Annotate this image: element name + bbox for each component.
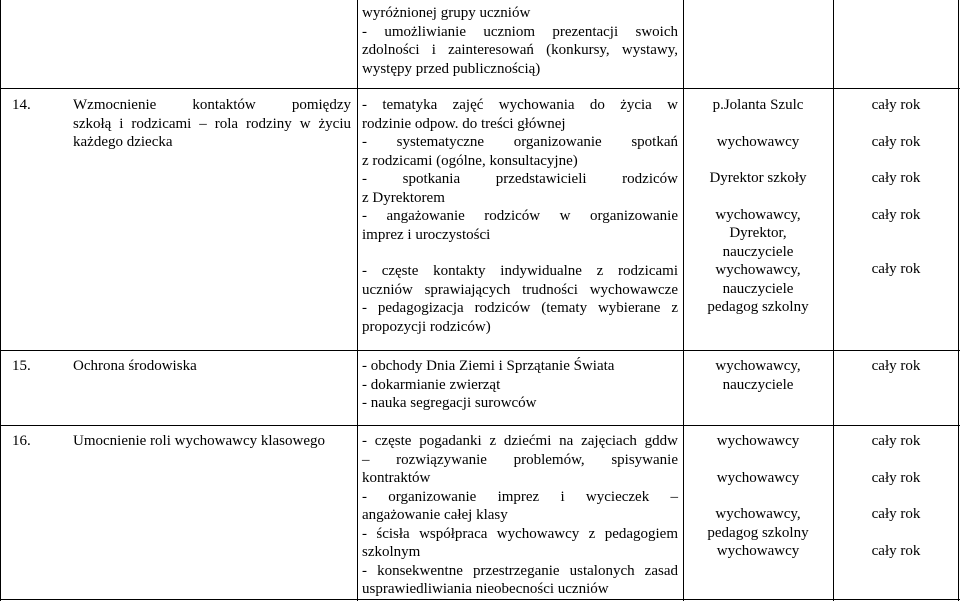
activity-line: - dokarmianie zwierząt <box>362 376 501 393</box>
responsible-line: nauczyciele <box>722 243 794 260</box>
activity-line: - pedagogizacja rodziców (tematy wybierane z <box>362 300 678 316</box>
responsible-line: wychowawcy <box>716 543 800 559</box>
title-line: Wzmocnienie kontaktów pomiędzy <box>73 97 351 113</box>
responsible-line: p.Jolanta Szulc <box>712 97 804 113</box>
row-divider <box>0 350 960 351</box>
activity-line: szkolnym <box>362 544 421 560</box>
term-line: cały rok <box>871 206 921 223</box>
row14-title <box>73 96 351 152</box>
responsible-line: wychowawcy <box>716 133 800 150</box>
activity-line: - umożliwianie uczniom prezentacji swoich <box>362 23 678 40</box>
activity-line: - częste pogadanki z dziećmi na zajęciach gddw <box>362 433 678 449</box>
responsible-line: wychowawcy, <box>715 206 801 223</box>
responsible-line: wychowawcy, <box>715 506 801 522</box>
row15-terms <box>834 357 958 376</box>
responsible-line: Dyrektor, <box>729 225 787 241</box>
row16-responsible <box>684 432 832 561</box>
term-line: cały rok <box>871 133 921 150</box>
table-border-right <box>958 0 959 601</box>
row16-activities <box>362 432 678 599</box>
row14-terms <box>834 96 958 279</box>
term-line: cały rok <box>871 97 921 113</box>
activity-line: zdolności i zainteresowań (konkursy, wystawy, <box>362 42 678 58</box>
activity-line: propozycji rodziców) <box>362 318 491 335</box>
row14-responsible <box>684 96 832 317</box>
term-line: cały rok <box>871 170 921 186</box>
row15-activities <box>362 357 678 413</box>
row13-activities <box>362 4 678 78</box>
row15-title: Ochrona środowiska <box>73 358 197 374</box>
table-border-bottom <box>0 599 960 600</box>
responsible-line: nauczyciele <box>722 280 794 297</box>
responsible-line: wychowawcy <box>716 433 800 449</box>
term-line: cały rok <box>871 433 921 449</box>
responsible-line: nauczyciele <box>722 376 794 393</box>
row14-number: 14. <box>12 97 31 113</box>
activity-line: - spotkania przedstawicieli rodziców <box>362 171 678 187</box>
activity-line: angażowanie całej klasy <box>362 507 508 523</box>
row16-terms <box>834 432 958 560</box>
activity-line: z Dyrektorem <box>362 189 445 206</box>
activity-line: – rozwiązywanie problemów, spisywanie <box>362 451 678 468</box>
activity-line: kontraktów <box>362 470 431 486</box>
responsible-line: pedagog szkolny <box>707 524 809 541</box>
row15-number: 15. <box>12 358 31 374</box>
table-border-left <box>0 0 1 601</box>
row14-activities <box>362 96 678 336</box>
activity-line: - organizowanie imprez i wycieczek – <box>362 488 678 505</box>
column-divider <box>357 0 358 601</box>
activity-line: usprawiedliwiania nieobecności uczniów <box>362 581 609 597</box>
activity-line: występy przed publicznością) <box>362 60 541 77</box>
row16-number: 16. <box>12 433 31 449</box>
activity-line: - systematyczne organizowanie spotkań <box>362 134 678 150</box>
responsible-line: Dyrektor szkoły <box>709 170 807 186</box>
activity-line: - konsekwentne przestrzeganie ustalonych zasad <box>362 562 678 579</box>
title-line: szkołą i rodzicami – rola rodziny w życiu <box>73 115 351 132</box>
activity-line: - częste kontakty indywidualne z rodzicami <box>362 263 678 279</box>
row16-title: Umocnienie roli wychowawcy klasowego <box>73 433 326 449</box>
term-line: cały rok <box>871 506 921 522</box>
term-line: cały rok <box>871 358 921 374</box>
activity-line: - ścisła współpraca wychowawcy z pedagogiem <box>362 525 678 542</box>
row-divider <box>0 88 960 89</box>
term-line: cały rok <box>871 542 921 559</box>
row15-responsible <box>684 357 832 394</box>
term-line: cały rok <box>871 261 921 277</box>
term-line: cały rok <box>871 469 921 486</box>
title-line: każdego dziecka <box>73 134 173 150</box>
responsible-line: wychowawcy <box>716 469 800 486</box>
activity-line: imprez i uroczystości <box>362 226 491 243</box>
responsible-line: wychowawcy, <box>715 262 801 278</box>
responsible-line: wychowawcy, <box>715 358 801 374</box>
activity-line: - obchody Dnia Ziemi i Sprzątanie Świata <box>362 358 615 374</box>
activity-line: - angażowanie rodziców w organizowanie <box>362 208 678 224</box>
activity-line: z rodzicami (ogólne, konsultacyjne) <box>362 152 578 169</box>
activity-line: wyróżnionej grupy uczniów <box>362 5 531 21</box>
activity-line: rodzinie odpow. do treści głównej <box>362 115 566 132</box>
activity-line: uczniów sprawiających trudności wychowawcze <box>362 281 678 298</box>
activity-line: - nauka segregacji surowców <box>362 395 537 411</box>
activity-line: - tematyka zajęć wychowania do życia w <box>362 97 678 113</box>
row-divider <box>0 425 960 426</box>
responsible-line: pedagog szkolny <box>707 299 809 315</box>
